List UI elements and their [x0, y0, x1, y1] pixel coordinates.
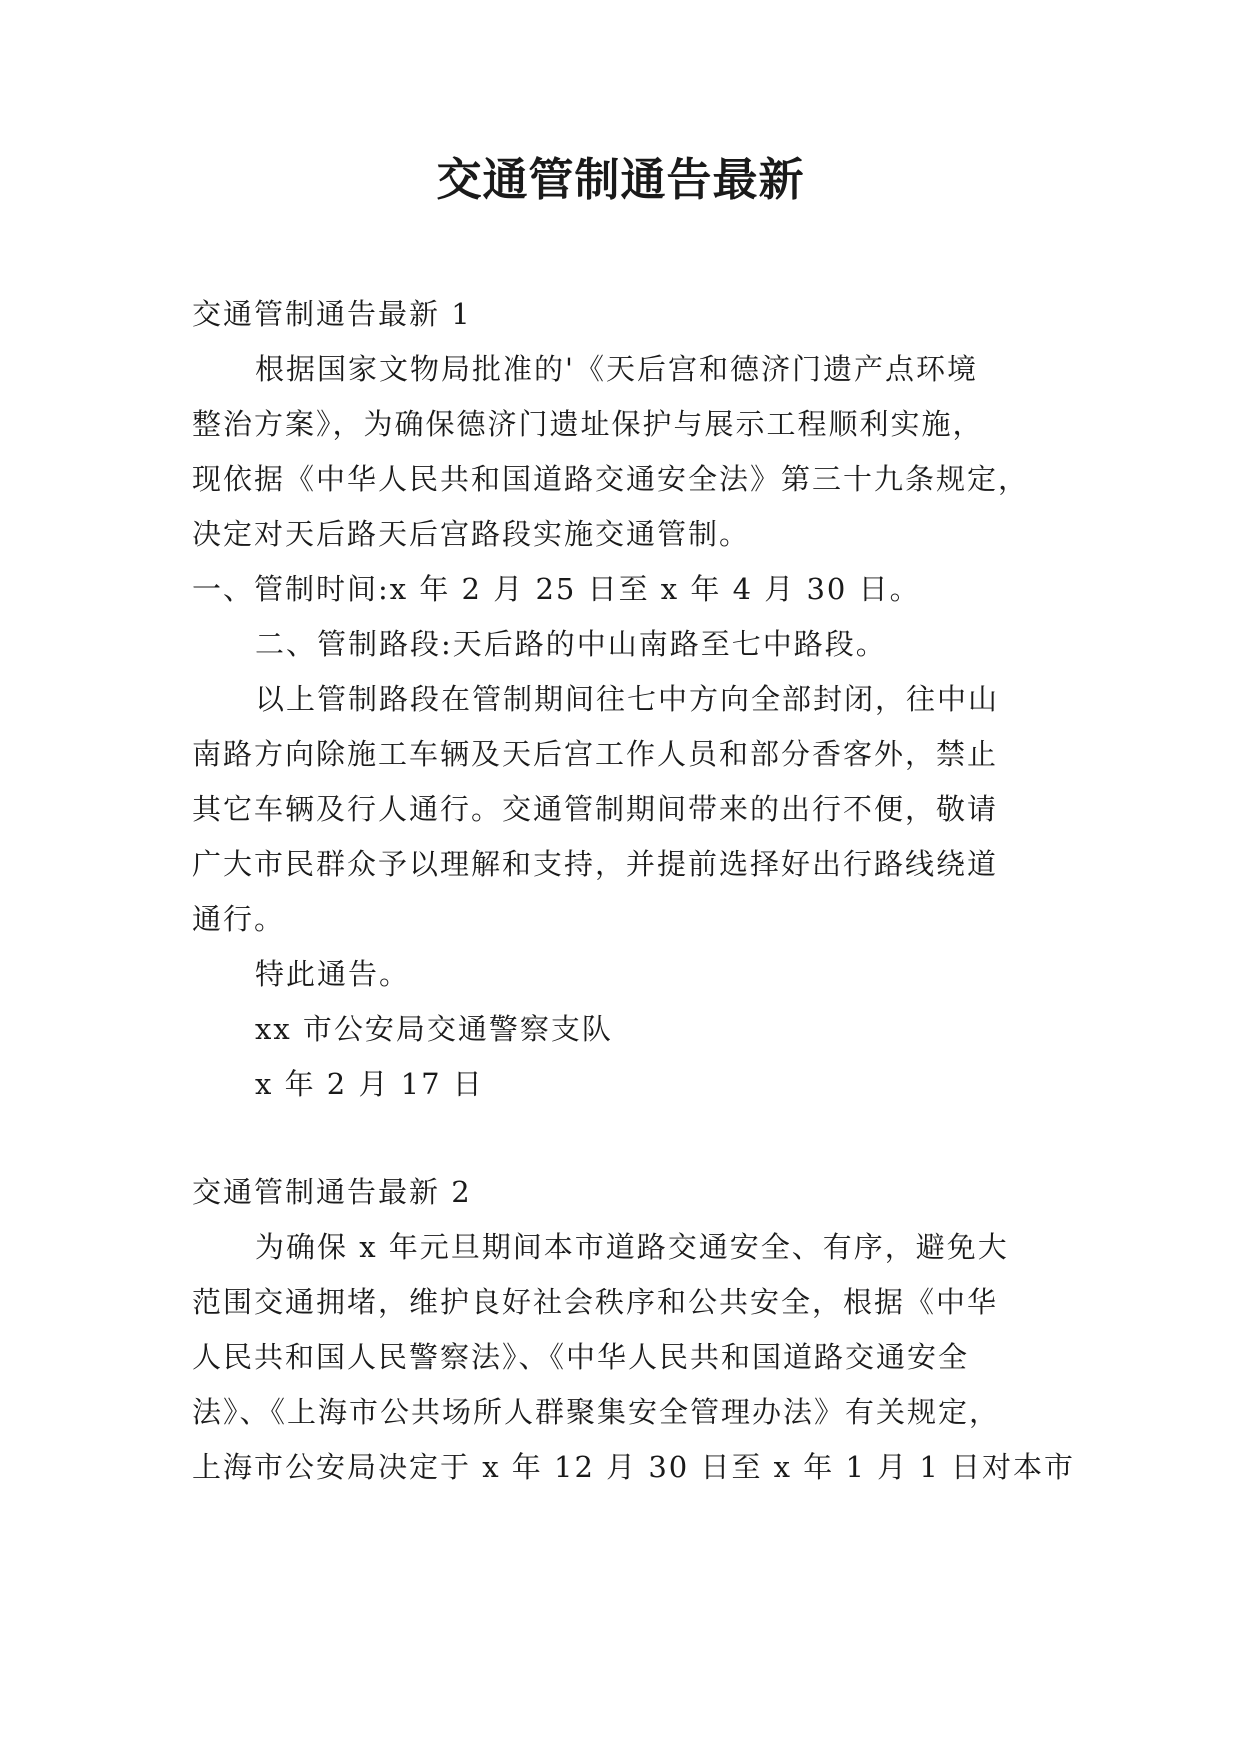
- section-heading: 交通管制通告最新 1: [192, 297, 472, 331]
- issue-date: x 年 2 月 17 日: [255, 1067, 484, 1101]
- section-heading: 交通管制通告最新 2: [192, 1175, 472, 1209]
- list-item: 一、管制时间:x 年 2 月 25 日至 x 年 4 月 30 日。: [192, 572, 921, 606]
- paragraph-line: 通行。: [192, 902, 286, 936]
- paragraph-line: 以上管制路段在管制期间往七中方向全部封闭，往中山: [255, 682, 1000, 716]
- closing-text: 特此通告。: [255, 957, 411, 991]
- paragraph-line: 根据国家文物局批准的'《天后宫和德济门遗产点环境: [255, 352, 978, 386]
- list-item: 二、管制路段:天后路的中山南路至七中路段。: [255, 627, 887, 661]
- paragraph-line: 南路方向除施工车辆及天后宫工作人员和部分香客外，禁止: [192, 737, 999, 771]
- page-title: 交通管制通告最新: [436, 153, 805, 206]
- paragraph-line: 上海市公安局决定于 x 年 12 月 30 日至 x 年 1 月 1 日对本市: [192, 1450, 1076, 1484]
- paragraph-line: 人民共和国人民警察法》、《中华人民共和国道路交通安全: [192, 1340, 970, 1374]
- paragraph-line: 为确保 x 年元旦期间本市道路交通安全、有序，避免大: [255, 1230, 1009, 1264]
- paragraph-line: 法》、《上海市公共场所人群聚集安全管理办法》有关规定，: [192, 1395, 1001, 1429]
- paragraph-line: 其它车辆及行人通行。交通管制期间带来的出行不便，敬请: [192, 792, 999, 826]
- paragraph-line: 整治方案》，为确保德济门遗址保护与展示工程顺利实施，: [192, 407, 984, 441]
- paragraph-line: 广大市民群众予以理解和支持，并提前选择好出行路线绕道: [192, 847, 999, 881]
- issuer: xx 市公安局交通警察支队: [255, 1012, 613, 1046]
- paragraph-line: 决定对天后路天后宫路段实施交通管制。: [192, 517, 751, 551]
- paragraph-line: 现依据《中华人民共和国道路交通安全法》第三十九条规定，: [192, 462, 1030, 496]
- paragraph-line: 范围交通拥堵，维护良好社会秩序和公共安全，根据《中华: [192, 1285, 999, 1319]
